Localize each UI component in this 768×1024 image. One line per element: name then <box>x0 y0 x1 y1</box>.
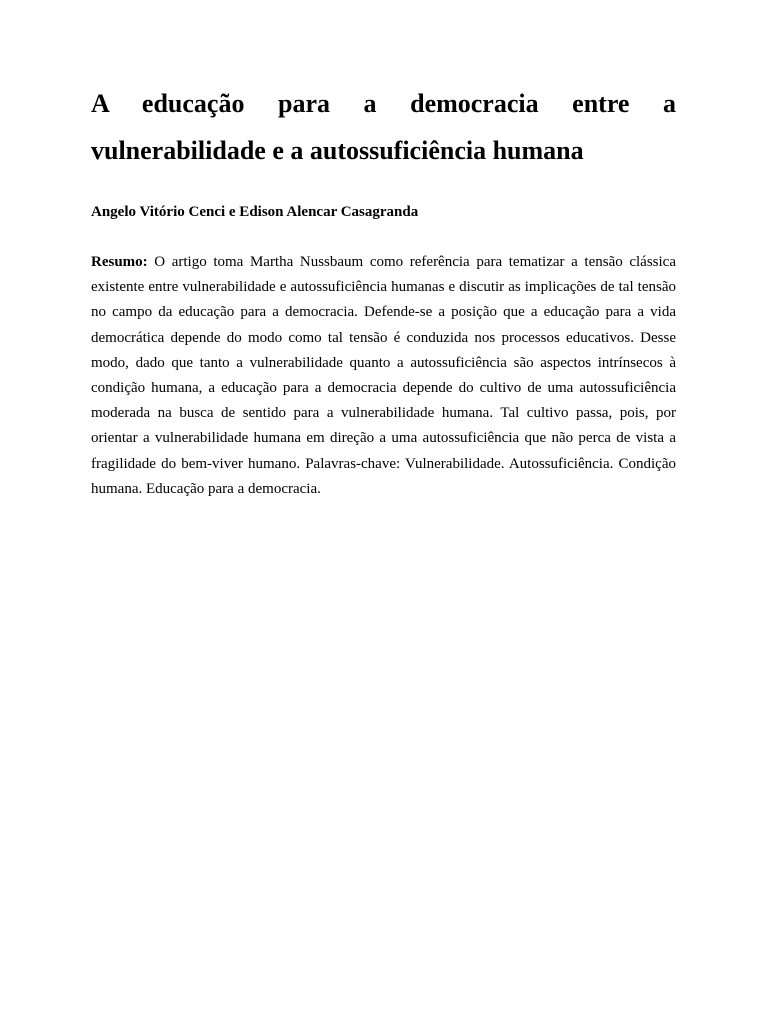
document-authors: Angelo Vitório Cenci e Edison Alencar Casagranda <box>91 204 419 220</box>
abstract-paragraph <box>91 250 676 502</box>
abstract-label: Resumo: <box>91 254 148 270</box>
document-title: A educação para a democracia entre a vulnerabilidade e a autossuficiência humana <box>91 89 676 165</box>
abstract-text: O artigo toma Martha Nussbaum como referência para tematizar a tensão clássica existente entre vulnerabilidade e autossuficiência humanas e discutir as implicações de tal tensão no campo da educação para a democracia. Defende-se a posição que a educação para a vida democrática depende do modo como tal tensão é conduzida nos processos educativos. Desse modo, dado que tanto a vulnerabilidade quanto a autossuficiência são aspectos intrínsecos à condição humana, a educação para a democracia depende do cultivo de uma autossuficiência moderada na busca de sentido para a vulnerabilidade humana. Tal cultivo passa, pois, por orientar a vulnerabilidade humana em direção a uma autossuficiência que não perca de vista a fragilidade do bem-viver humano. Palavras-chave: Vulnerabilidade. Autossuficiência. Condição humana. Educação para a democracia. <box>91 254 676 497</box>
